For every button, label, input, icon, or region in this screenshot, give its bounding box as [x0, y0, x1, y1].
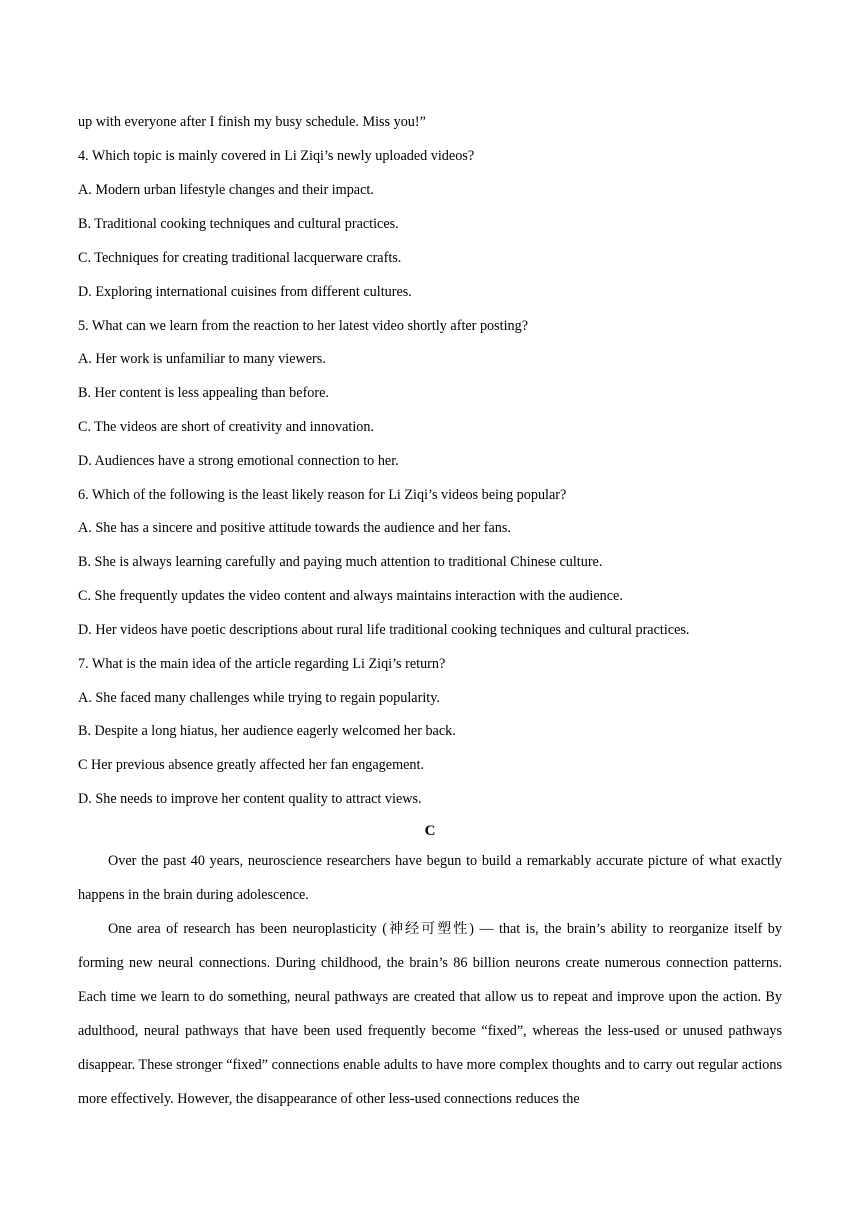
question-6-stem: 6. Which of the following is the least likely reason for Li Ziqi’s videos being popular?	[78, 487, 567, 503]
passage-paragraph-2: One area of research has been neuroplasticity (神经可塑性) — that is, the brain’s ability to reorganize itself by forming new neural connections. During childhood, the brain’s 86 billion neurons create numerous connection patterns. Each time we learn to do something, neural pathways are created that allow us to repeat and improve upon the action. By adulthood, neural pathways that have been used frequently become “fixed”, whereas the less-used or unused pathways disappear. These stronger “fixed” connections enable adults to have more complex thoughts and to carry out regular actions more effectively. However, the disappearance of other less-used connections reduces the	[78, 921, 782, 1107]
question-5-option-d: D. Audiences have a strong emotional connection to her.	[78, 453, 399, 469]
question-4-stem: 4. Which topic is mainly covered in Li Ziqi’s newly uploaded videos?	[78, 148, 475, 164]
question-7-stem: 7. What is the main idea of the article regarding Li Ziqi’s return?	[78, 656, 446, 672]
question-4-option-c: C. Techniques for creating traditional lacquerware crafts.	[78, 250, 402, 266]
question-4-option-d: D. Exploring international cuisines from different cultures.	[78, 284, 412, 300]
passage-c	[78, 844, 782, 1116]
question-4-option-a: A. Modern urban lifestyle changes and their impact.	[78, 182, 374, 198]
passage-paragraph-1: Over the past 40 years, neuroscience researchers have begun to build a remarkably accurate picture of what exactly happens in the brain during adolescence.	[78, 853, 782, 903]
question-5-option-a: A. Her work is unfamiliar to many viewers.	[78, 351, 326, 367]
question-6-option-a: A. She has a sincere and positive attitude towards the audience and her fans.	[78, 520, 511, 536]
question-7-option-d: D. She needs to improve her content quality to attract views.	[78, 791, 422, 807]
question-6-option-c: C. She frequently updates the video content and always maintains interaction with the audience.	[78, 588, 623, 604]
section-heading: C	[424, 823, 436, 839]
question-5-option-c: C. The videos are short of creativity and innovation.	[78, 419, 375, 435]
question-6-option-b: B. She is always learning carefully and paying much attention to traditional Chinese culture.	[78, 554, 603, 570]
question-6-option-d: D. Her videos have poetic descriptions about rural life traditional cooking techniques and cultural practices.	[78, 622, 690, 638]
question-7-option-b: B. Despite a long hiatus, her audience eagerly welcomed her back.	[78, 723, 456, 739]
question-5-stem: 5. What can we learn from the reaction to her latest video shortly after posting?	[78, 318, 529, 334]
question-7-option-a: A. She faced many challenges while trying to regain popularity.	[78, 690, 440, 706]
question-4-option-b: B. Traditional cooking techniques and cultural practices.	[78, 216, 399, 232]
continuation-text: up with everyone after I finish my busy schedule. Miss you!”	[78, 114, 426, 130]
question-7-option-c: C Her previous absence greatly affected her fan engagement.	[78, 757, 424, 773]
question-5-option-b: B. Her content is less appealing than before.	[78, 385, 329, 401]
